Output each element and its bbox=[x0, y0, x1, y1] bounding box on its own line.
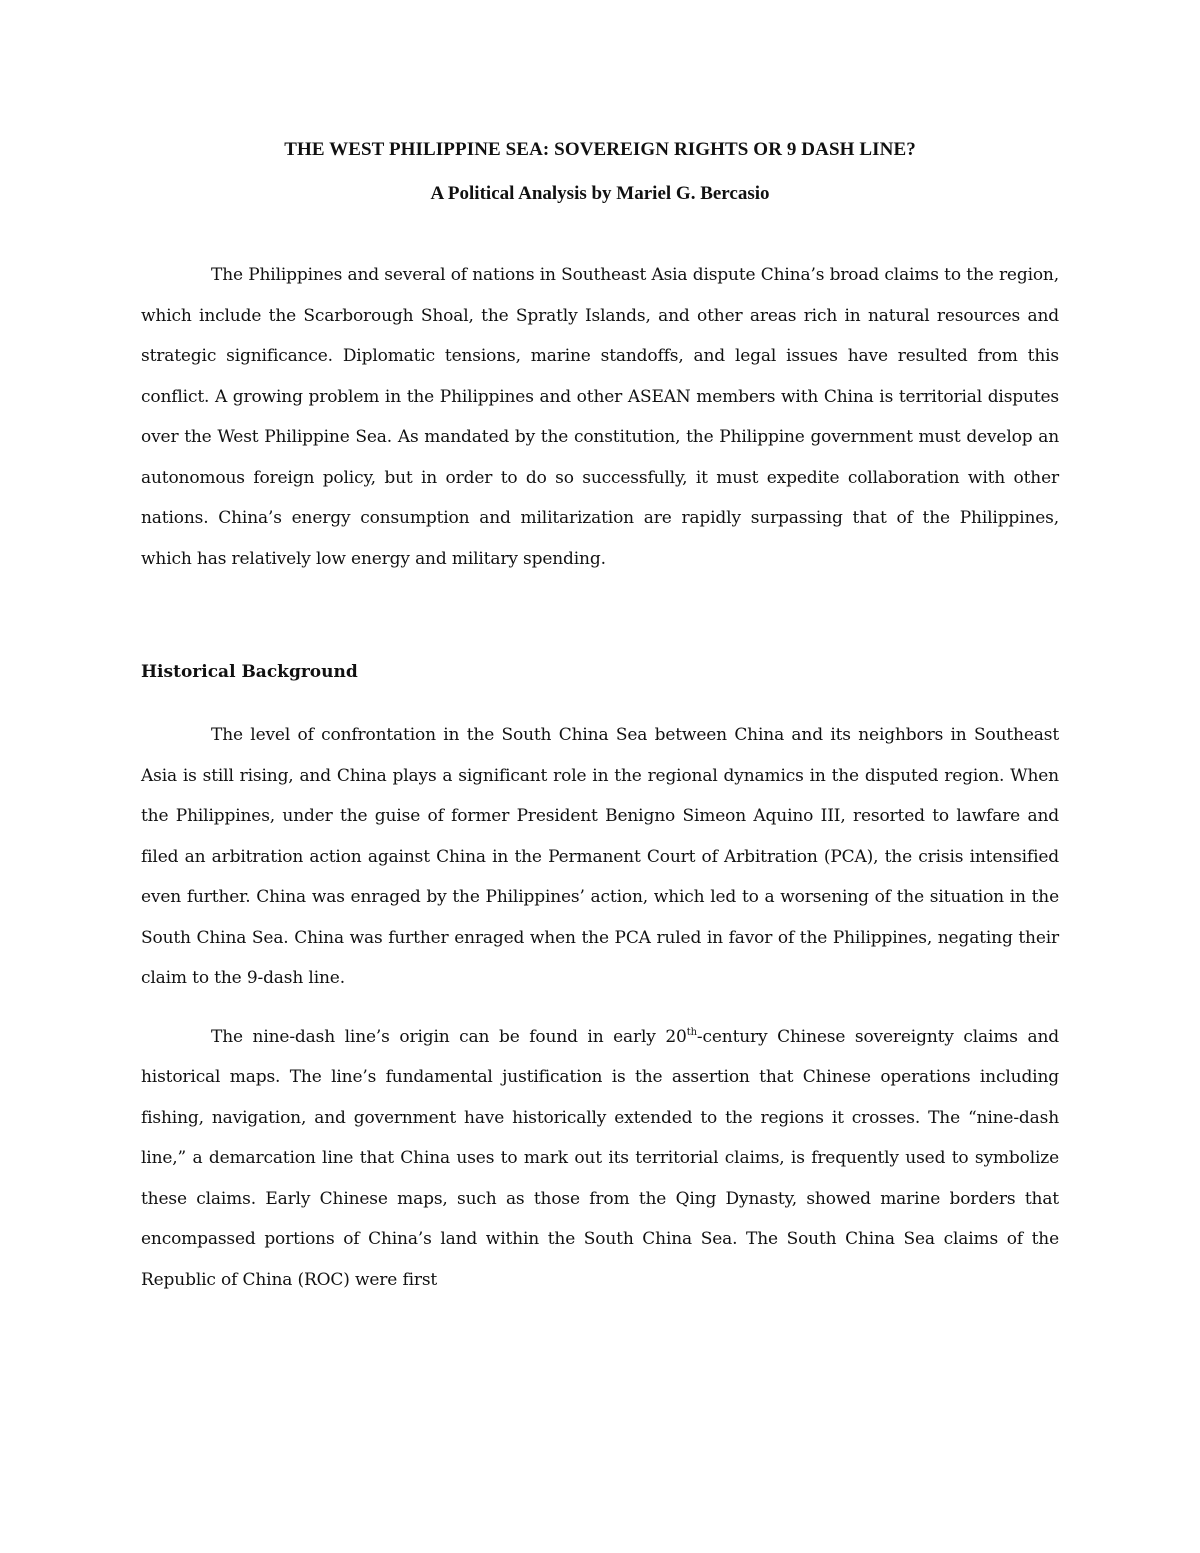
document-page bbox=[141, 138, 1059, 1300]
paragraph-text-start: The nine-dash line’s origin can be found in early 20 bbox=[211, 1026, 687, 1047]
body-paragraph-2 bbox=[141, 1017, 1059, 1301]
document-title: THE WEST PHILIPPINE SEA: SOVEREIGN RIGHTS OR 9 DASH LINE? bbox=[284, 139, 916, 160]
section-heading: Historical Background bbox=[141, 662, 358, 682]
superscript-ordinal: th bbox=[686, 1026, 697, 1038]
paragraph-text-rest: -century Chinese sovereignty claims and historical maps. The line’s fundamental justification is the assertion that Chinese operations including fishing, navigation, and government have historically extended to the regions it crosses. The “nine-dash line,” a demarcation line that China uses to mark out its territorial claims, is frequently used to symbolize these claims. Early Chinese maps, such as those from the Qing Dynasty, showed marine borders that encompassed portions of China’s land within the South China Sea. The South China Sea claims of the Republic of China (ROC) were first bbox=[141, 1026, 1060, 1290]
body-paragraph: The level of confrontation in the South China Sea between China and its neighbors in Southeast Asia is still rising, and China plays a significant role in the regional dynamics in the disputed region. When the Philippines, under the guise of former President Benigno Simeon Aquino III, resorted to lawfare and filed an arbitration action against China in the Permanent Court of Arbitration (PCA), the crisis intensified even further. China was enraged by the Philippines’ action, which led to a worsening of the situation in the South China Sea. China was further enraged when the PCA ruled in favor of the Philippines, negating their claim to the 9-dash line. bbox=[141, 725, 1059, 988]
intro-paragraph: The Philippines and several of nations in Southeast Asia dispute China’s broad claims to the region, which include the Scarborough Shoal, the Spratly Islands, and other areas rich in natural resources and strategic significance. Diplomatic tensions, marine standoffs, and legal issues have resulted from this conflict. A growing problem in the Philippines and other ASEAN members with China is territorial disputes over the West Philippine Sea. As mandated by the constitution, the Philippine government must develop an autonomous foreign policy, but in order to do so successfully, it must expedite collaboration with other nations. China’s energy consumption and militarization are rapidly surpassing that of the Philippines, which has relatively low energy and military spending. bbox=[141, 265, 1059, 569]
document-subtitle: A Political Analysis by Mariel G. Bercasio bbox=[430, 183, 770, 204]
